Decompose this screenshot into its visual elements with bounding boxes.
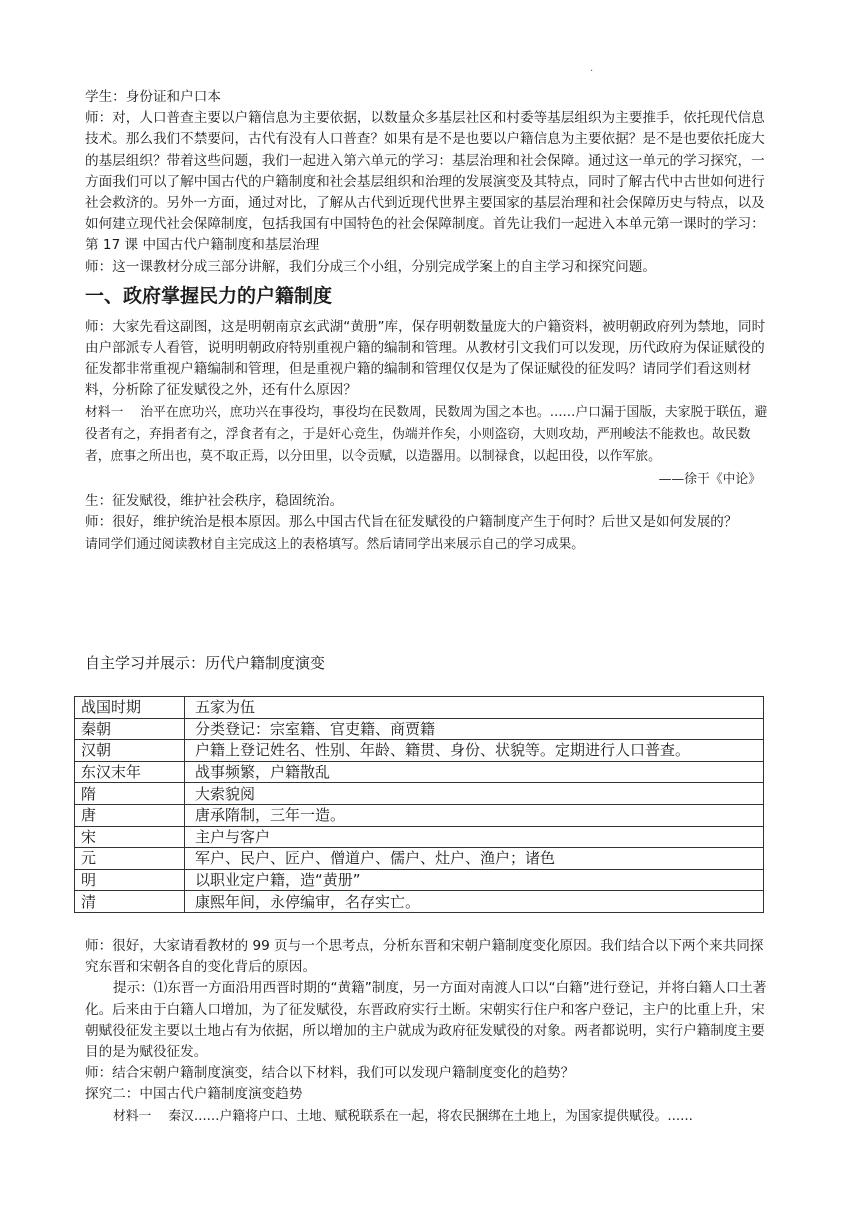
description-cell: 五家为伍 <box>185 697 764 719</box>
description-cell: 军户、民户、匠户、僧道户、儒户、灶户、渔户；诸色 <box>185 848 764 870</box>
body-top <box>85 87 775 556</box>
description-cell: 主户与客户 <box>185 826 764 848</box>
table-row <box>75 804 764 826</box>
era-cell: 东汉末年 <box>75 761 185 783</box>
description-cell: 以职业定户籍，造“黄册” <box>185 869 764 891</box>
table-row <box>75 783 764 805</box>
era-cell: 宋 <box>75 826 185 848</box>
era-cell: 秦朝 <box>75 718 185 740</box>
era-cell: 明 <box>75 869 185 891</box>
household-registration-table <box>74 696 764 913</box>
material-source: ——徐干《中论》 <box>658 471 761 487</box>
description-cell: 户籍上登记姓名、性别、年龄、籍贯、身份、状貌等。定期进行人口普查。 <box>185 740 764 762</box>
body-bottom <box>85 936 775 1128</box>
table-caption: 自主学习并展示：历代户籍制度演变 <box>85 654 326 672</box>
intro-line-3: 师：这一课教材分成三部分讲解，我们分成三个小组，分别完成学案上的自主学习和探究问题。 <box>85 258 656 275</box>
material-one: 材料一 治平在庶功兴，庶功兴在事役均，事役均在民数周，民数周为国之本也。……户口漏于国版，夫家脱于联伍，避役者有之，弃捐者有之，浮食者有之，于是奸心竞生，伪端并作矣，小则盗窃，大则攻劫，严刑峻法不能救也。故民数者，庶事之所出也，莫不取正焉，以分田里，以令贡赋，以造器用。以制禄食，以起田役，以作军旅。 <box>85 404 768 465</box>
student-answer: 生：征发赋役，维护社会秩序，稳固统治。 <box>85 493 344 510</box>
description-cell: 康熙年间，永停编审，名存实亡。 <box>185 891 764 913</box>
description-cell: 唐承隋制，三年一造。 <box>185 804 764 826</box>
table-row <box>75 869 764 891</box>
table-row <box>75 761 764 783</box>
era-cell: 汉朝 <box>75 740 185 762</box>
era-cell: 元 <box>75 848 185 870</box>
intro-line-1: 学生：身份证和户口本 <box>85 89 221 105</box>
section1-paragraph: 师：大家先看这副图，这是明朝南京玄武湖“黄册”库，保存明朝数量庞大的户籍资料，被明朝政府列为禁地，同时由户部派专人看管，说明明朝政府特别重视户籍的编制和管理。从教材引文我们可以发现，历代政府为保证赋役的征发都非常重视户籍编制和管理，但是重视户籍的编制和管理仅仅是为了保证赋役的征发吗？请同学们看这则材料，分析除了征发赋役之外，还有什么原因？ <box>85 318 766 399</box>
era-cell: 战国时期 <box>75 697 185 719</box>
era-cell: 清 <box>75 891 185 913</box>
table-row <box>75 891 764 913</box>
description-cell: 分类登记：宗室籍、官吏籍、商贾籍 <box>185 718 764 740</box>
description-cell: 大索貌阅 <box>185 783 764 805</box>
era-cell: 隋 <box>75 783 185 805</box>
header-mark: · <box>590 66 594 77</box>
explore-heading: 探究二：中国古代户籍制度演变趋势 <box>85 1086 303 1103</box>
section-heading: 一、政府掌握民力的户籍制度 <box>85 284 333 307</box>
instruction-line: 请同学们通过阅读教材自主完成这上的表格填写。然后请同学出来展示自己的学习成果。 <box>85 536 585 552</box>
hint-paragraph: 提示：⑴东晋一方面沿用西晋时期的“黄籍”制度，另一方面对南渡人口以“白籍”进行登记，并将白籍人口土著化。后来由于白籍人口增加，为了征发赋役，东晋政府实行土断。宋朝实行住户和客户登记，主户的比重上升，宋朝赋役征发主要以土地占有为依据，所以增加的主户就成为政府征发赋役的对象。两者都说明，实行户籍制度主要目的是为赋役征发。 <box>85 980 767 1061</box>
after-table-paragraph: 师：很好，大家请看教材的 99 页与一个思考点，分析东晋和宋朝户籍制度变化原因。我们结合以下两个来共同探究东晋和宋朝各自的变化背后的原因。 <box>85 938 764 976</box>
table-row <box>75 826 764 848</box>
era-cell: 唐 <box>75 804 185 826</box>
table-row <box>75 848 764 870</box>
table-row <box>75 697 764 719</box>
intro-paragraph: 师：对，人口普查主要以户籍信息为主要依据，以数量众多基层社区和村委等基层组织为主要推手，依托现代信息技术。那么我们不禁要问，古代有没有人口普查？如果有是不是也要以户籍信息为主要依据？是不是也要依托庞大的基层组织？带着这些问题，我们一起进入第六单元的学习：基层治理和社会保障。通过这一单元的学习探究，一方面我们可以了解中国古代的户籍制度和社会基层组织和治理的发展演变及其特点，同时了解古代中古世如何进行社会救济的。另外一方面，通过对比，了解从古代到近现代世界主要国家的基层治理和社会保障历史与特点，以及如何建立现代社会保障制度，包括我国有中国特色的社会保障制度。首先让我们一起进入本单元第一课时的学习：第 17 课 中国古代户籍制度和基层治理 <box>85 110 765 254</box>
description-cell: 战事频繁，户籍散乱 <box>185 761 764 783</box>
table-row <box>75 718 764 740</box>
teacher-question-2: 师：结合宋朝户籍制度演变，结合以下材料，我们可以发现户籍制度变化的趋势？ <box>85 1065 575 1082</box>
table-row <box>75 740 764 762</box>
teacher-question: 师：很好，维护统治是根本原因。那么中国古代旨在征发赋役的户籍制度产生于何时？后世又是如何发展的？ <box>85 514 738 531</box>
material-two: 材料一 秦汉……户籍将户口、土地、赋税联系在一起，将农民捆绑在土地上，为国家提供赋役。…… <box>113 1108 693 1124</box>
